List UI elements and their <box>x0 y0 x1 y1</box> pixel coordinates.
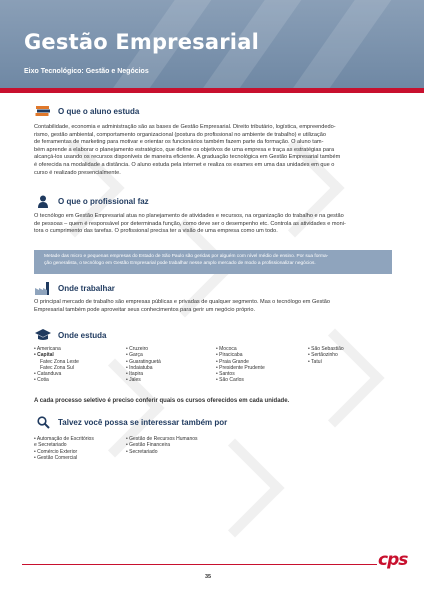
section-body-estuda: Contabilidade, economia e administração são as bases de Gestão Empresarial. Direito tributário, logística, empreendedo- rismo, gestão ambiental, comportamento organizacional (postura do profissional no ambiente de trabalho) e utilização de ferramentas de marketing para motivar e orientar os funcionários também fazem parte da formação. O aluno tam- bém aprende a elaborar o planejamento estratégico, que define os objetivos de uma empresa e traça as estratégias para alcançá-los usando os recursos disponíveis de maneira eficiente. A graduação tecnológica em Gestão Empresarial também é oferecida na modalidade a distância. O aluno estuda pela internet e realiza os exames em uma das unidades em que o curso é realizado presencialmente. <box>34 124 341 176</box>
page-number: 35 <box>205 574 212 580</box>
course-column: • Automação de Escritórios e Secretariado • Comércio Exterior • Gestão Comercial <box>34 436 94 461</box>
campus-column: • São Sebastião • Sertãozinho • Tatuí <box>308 346 344 365</box>
footer-divider <box>22 564 377 565</box>
section-heading-estuda <box>34 104 139 118</box>
campus-column: • Americana • Capital Fatec Zona Leste Fatec Zona Sul • Catanduva • Cotia <box>34 346 79 384</box>
section-title: O que o profissional faz <box>58 196 149 206</box>
campus-note: A cada processo seletivo é preciso conferir quais os cursos oferecidos em cada unidade. <box>34 398 290 404</box>
page-header <box>0 0 424 88</box>
person-icon <box>34 194 52 208</box>
section-body-trabalhar: O principal mercado de trabalho são empresas públicas e privadas de qualquer segmento. Mas o tecnólogo em Gestão Empresarial também pode aproveitar seus conhecimentos para gerir um negócio próprio. <box>34 299 331 313</box>
campus-list <box>34 346 394 396</box>
section-title: O que o aluno estuda <box>58 106 140 116</box>
cps-logo: cps <box>378 550 408 570</box>
factory-icon <box>34 281 52 295</box>
section-heading-trabalhar <box>34 281 115 295</box>
header-decor <box>275 0 414 88</box>
section-body-faz: O tecnólogo em Gestão Empresarial atua no planejamento de atividades e recursos, na organização do trabalho e na gestão de pessoas – quem é responsável por determinada função, como deve ser o desempenho etc. Controla as atividades e moni- tora o cumprimento das tarefas. O profissional precisa ter a visão de uma empresa como um todo. <box>34 213 346 235</box>
graduation-cap-icon <box>34 328 52 342</box>
section-heading-faz <box>34 194 149 208</box>
campus-column: • Mococa • Piracicaba • Praia Grande • Presidente Prudente • Santos • São Carlos <box>216 346 265 384</box>
course-column: • Gestão de Recursos Humanos • Gestão Financeira • Secretariado <box>126 436 198 455</box>
section-heading-onde-estuda <box>34 328 106 342</box>
section-title: Onde estuda <box>58 330 107 340</box>
section-title: Talvez você possa se interessar também por <box>58 417 228 427</box>
section-title: Onde trabalhar <box>58 283 115 293</box>
highlight-callout: Metade das micro e pequenas empresas do Estado de São Paulo são geridas por alguém com nível médio de ensino. Por sua forma- ção generalista, o tecnólogo em Gestão Empresarial pode trabalhar nesse amplo mercado de modo a profissionalizar negócios. <box>34 250 392 274</box>
section-heading-interessar <box>34 415 227 429</box>
page-subtitle: Eixo Tecnológico: Gestão e Negócios <box>24 68 149 75</box>
books-icon <box>34 104 52 118</box>
related-courses-list <box>34 436 394 486</box>
page-title: Gestão Empresarial <box>24 30 259 54</box>
campus-column: • Cruzeiro • Garça • Guaratinguetá • Indaiatuba • Itapira • Jales <box>126 346 161 384</box>
magnifier-icon <box>34 415 52 429</box>
